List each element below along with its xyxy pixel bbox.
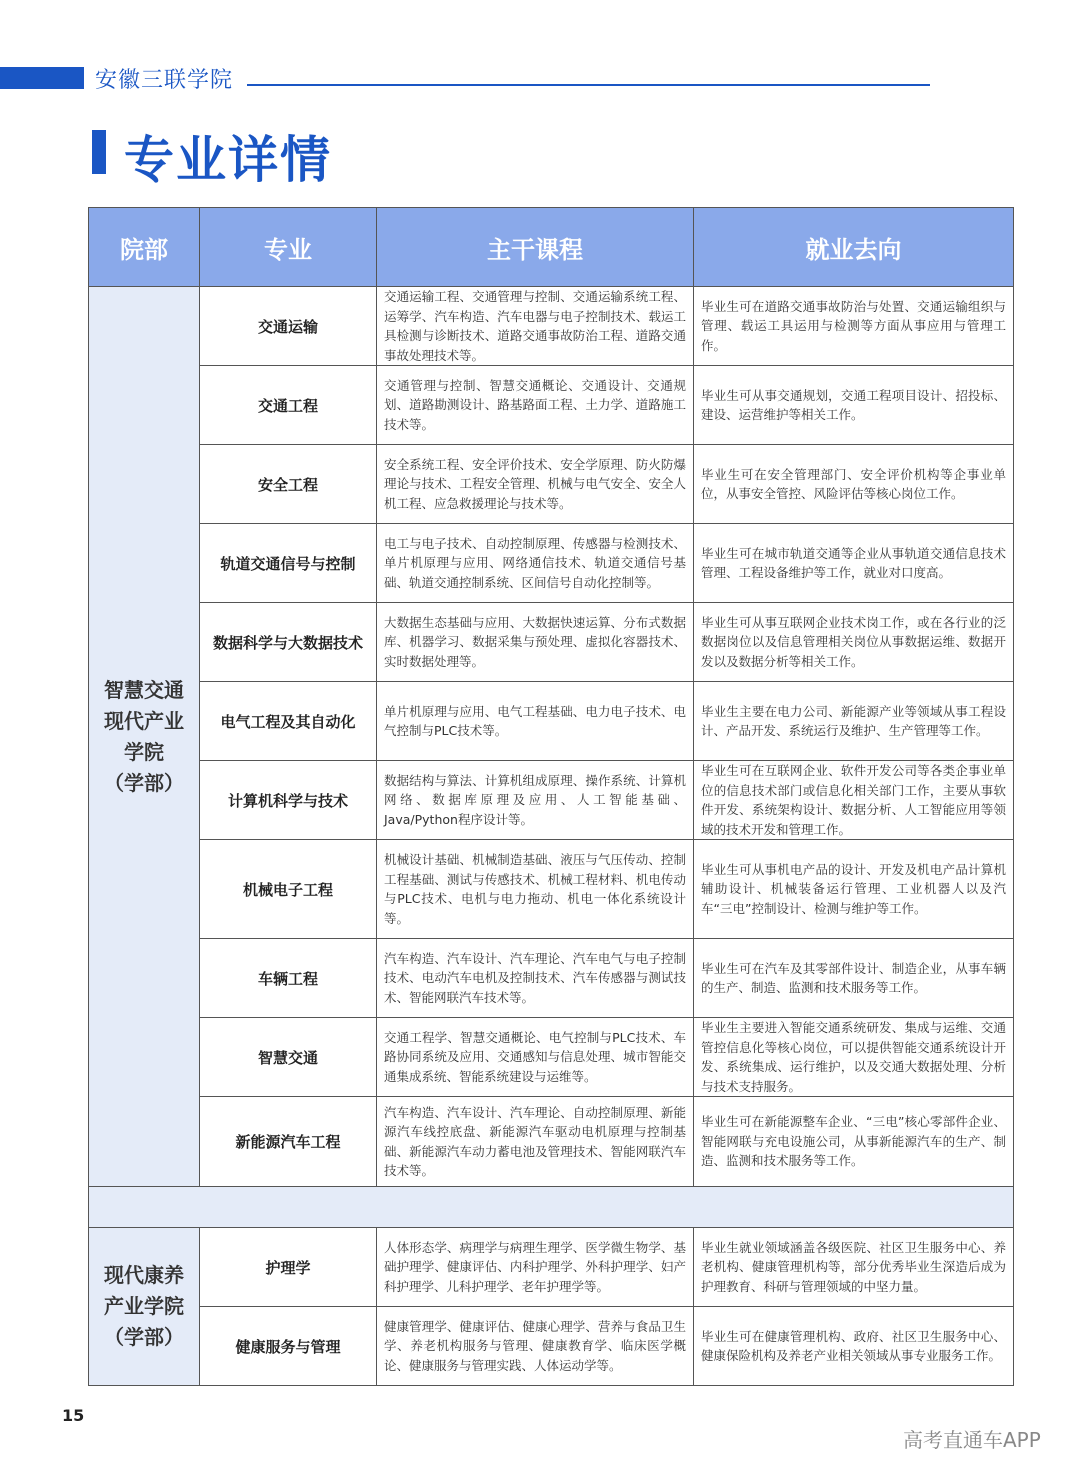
title-accent-block: [92, 130, 106, 174]
watermark: 高考直通车APP: [903, 1428, 1041, 1452]
header-courses: 主干课程: [377, 208, 694, 287]
courses-cell: 人体形态学、病理学与病理生理学、医学微生物学、基础护理学、健康评估、内科护理学、外科护理学、妇产科护理学、儿科护理学、老年护理学等。: [377, 1228, 694, 1307]
major-cell: 交通工程: [200, 366, 377, 445]
courses-cell: 汽车构造、汽车设计、汽车理论、汽车电气与电子控制技术、电动汽车电机及控制技术、汽车传感器与测试技术、智能网联汽车技术等。: [377, 939, 694, 1018]
department-line: 现代产业: [104, 708, 184, 733]
department-line: （学部）: [104, 1325, 184, 1349]
department-cell: [89, 1228, 200, 1386]
group-spacer-row: [89, 1187, 1014, 1228]
table-row: [89, 287, 1014, 366]
table-body: [89, 287, 1014, 1386]
table-row: [89, 524, 1014, 603]
courses-cell: 交通管理与控制、智慧交通概论、交通设计、交通规划、道路勘测设计、路基路面工程、土力学、道路施工技术等。: [377, 366, 694, 445]
major-cell: 护理学: [200, 1228, 377, 1307]
career-cell: 毕业生主要在电力公司、新能源产业等领域从事工程设计、产品开发、系统运行及维护、生产管理等工作。: [694, 682, 1014, 761]
courses-cell: 单片机原理与应用、电气工程基础、电力电子技术、电气控制与PLC技术等。: [377, 682, 694, 761]
department-line: 现代康养: [104, 1263, 184, 1287]
department-line: 产业学院: [104, 1294, 184, 1318]
courses-cell: 汽车构造、汽车设计、汽车理论、自动控制原理、新能源汽车线控底盘、新能源汽车驱动电机原理与控制基础、新能源汽车动力蓄电池及管理技术、智能网联汽车技术等。: [377, 1097, 694, 1187]
career-cell: 毕业生可从事互联网企业技术岗工作，或在各行业的泛数据岗位以及信息管理相关岗位从事数据运维、数据开发以及数据分析等相关工作。: [694, 603, 1014, 682]
header-rule: [247, 84, 930, 86]
group-spacer-cell: [89, 1187, 1014, 1228]
major-cell: 新能源汽车工程: [200, 1097, 377, 1187]
career-cell: 毕业生可在城市轨道交通等企业从事轨道交通信息技术管理、工程设备维护等工作，就业对口度高。: [694, 524, 1014, 603]
table-row: [89, 682, 1014, 761]
major-cell: 数据科学与大数据技术: [200, 603, 377, 682]
department-line: （学部）: [104, 770, 184, 795]
table-row: [89, 1097, 1014, 1187]
department-line: 智慧交通: [104, 677, 184, 702]
career-cell: 毕业生可在汽车及其零部件设计、制造企业，从事车辆的生产、制造、监测和技术服务等工作。: [694, 939, 1014, 1018]
table-row: [89, 603, 1014, 682]
school-name: 安徽三联学院: [95, 68, 234, 93]
table-row: [89, 366, 1014, 445]
courses-cell: 健康管理学、健康评估、健康心理学、营养与食品卫生学、养老机构服务与管理、健康教育学、临床医学概论、健康服务与管理实践、人体运动学等。: [377, 1307, 694, 1386]
table-row: [89, 939, 1014, 1018]
table-row: [89, 445, 1014, 524]
major-cell: 计算机科学与技术: [200, 761, 377, 840]
major-cell: 轨道交通信号与控制: [200, 524, 377, 603]
courses-cell: 交通工程学、智慧交通概论、电气控制与PLC技术、车路协同系统及应用、交通感知与信息处理、城市智能交通集成系统、智能系统建设与运维等。: [377, 1018, 694, 1097]
header-department: 院部: [89, 208, 200, 287]
major-cell: 电气工程及其自动化: [200, 682, 377, 761]
courses-cell: 电工与电子技术、自动控制原理、传感器与检测技术、单片机原理与应用、网络通信技术、轨道交通信号基础、轨道交通控制系统、区间信号自动化控制等。: [377, 524, 694, 603]
courses-cell: 机械设计基础、机械制造基础、液压与气压传动、控制工程基础、测试与传感技术、机械工程材料、机电传动与PLC技术、电机与电力拖动、机电一体化系统设计等。: [377, 840, 694, 939]
courses-cell: 数据结构与算法、计算机组成原理、操作系统、计算机网络、数据库原理及应用、人工智能基础、Java/Python程序设计等。: [377, 761, 694, 840]
department-line: 学院: [124, 739, 164, 764]
major-cell: 交通运输: [200, 287, 377, 366]
major-cell: 车辆工程: [200, 939, 377, 1018]
major-cell: 安全工程: [200, 445, 377, 524]
career-cell: 毕业生就业领域涵盖各级医院、社区卫生服务中心、养老机构、健康管理机构等，部分优秀毕业生深造后成为护理教育、科研与管理领域的中坚力量。: [694, 1228, 1014, 1307]
career-cell: 毕业生可在互联网企业、软件开发公司等各类企事业单位的信息技术部门或信息化相关部门工作，主要从事软件开发、系统架构设计、数据分析、人工智能应用等领域的技术开发和管理工作。: [694, 761, 1014, 840]
table-row: [89, 1018, 1014, 1097]
courses-cell: 大数据生态基础与应用、大数据快速运算、分布式数据库、机器学习、数据采集与预处理、虚拟化容器技术、实时数据处理等。: [377, 603, 694, 682]
major-cell: 智慧交通: [200, 1018, 377, 1097]
courses-cell: 安全系统工程、安全评价技术、安全学原理、防火防爆理论与技术、工程安全管理、机械与电气安全、安全人机工程、应急救援理论与技术等。: [377, 445, 694, 524]
header-career: 就业去向: [694, 208, 1014, 287]
career-cell: 毕业生可在安全管理部门、安全评价机构等企事业单位，从事安全管控、风险评估等核心岗位工作。: [694, 445, 1014, 524]
majors-table: [88, 207, 1014, 1386]
courses-cell: 交通运输工程、交通管理与控制、交通运输系统工程、运筹学、汽车构造、汽车电器与电子控制技术、载运工具检测与诊断技术、道路交通事故防治工程、道路交通事故处理技术等。: [377, 287, 694, 366]
career-cell: 毕业生可从事机电产品的设计、开发及机电产品计算机辅助设计、机械装备运行管理、工业机器人以及汽车“三电”控制设计、检测与维护等工作。: [694, 840, 1014, 939]
table-row: [89, 761, 1014, 840]
career-cell: 毕业生可在健康管理机构、政府、社区卫生服务中心、健康保险机构及养老产业相关领域从事专业服务工作。: [694, 1307, 1014, 1386]
career-cell: 毕业生可从事交通规划，交通工程项目设计、招投标、建设、运营维护等相关工作。: [694, 366, 1014, 445]
page-number: 15: [62, 1406, 85, 1425]
header-major: 专业: [200, 208, 377, 287]
page-title: 专业详情: [124, 131, 332, 189]
department-cell: [89, 287, 200, 1187]
table-row: [89, 1307, 1014, 1386]
career-cell: 毕业生主要进入智能交通系统研发、集成与运维、交通管控信息化等核心岗位，可以提供智能交通系统设计开发、系统集成、运行维护，以及交通大数据处理、分析与技术支持服务。: [694, 1018, 1014, 1097]
table-row: [89, 1228, 1014, 1307]
career-cell: 毕业生可在道路交通事故防治与处置、交通运输组织与管理、载运工具运用与检测等方面从事应用与管理工作。: [694, 287, 1014, 366]
table-row: [89, 840, 1014, 939]
major-cell: 机械电子工程: [200, 840, 377, 939]
major-cell: 健康服务与管理: [200, 1307, 377, 1386]
table-header-row: [89, 208, 1014, 287]
career-cell: 毕业生可在新能源整车企业、“三电”核心零部件企业、智能网联与充电设施公司，从事新能源汽车的生产、制造、监测和技术服务等工作。: [694, 1097, 1014, 1187]
header-accent-bar: [0, 67, 84, 89]
